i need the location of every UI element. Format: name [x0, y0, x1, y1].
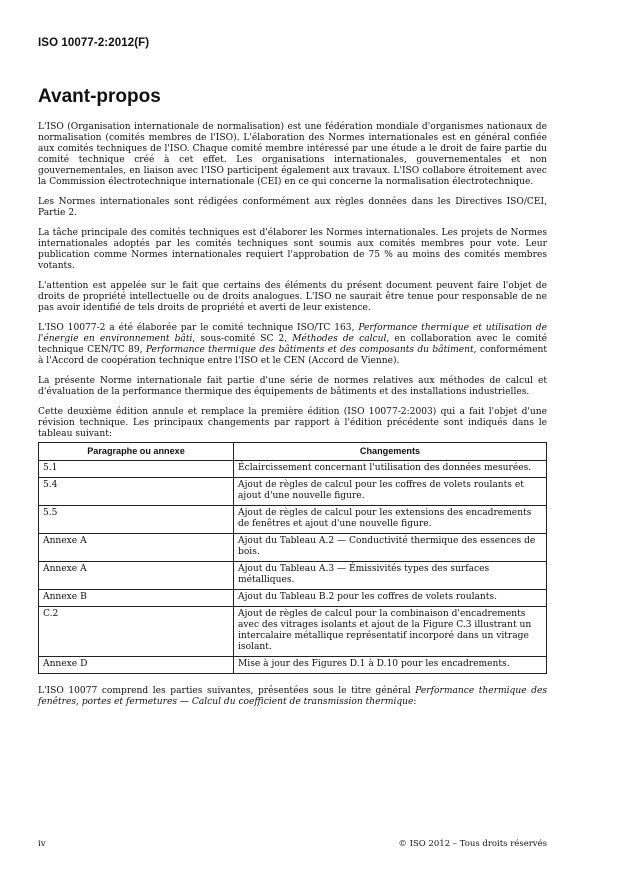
body-text [38, 122, 547, 717]
table-cell-change: Ajout du Tableau A.3 — Émissivités types des surfaces métalliques. [234, 561, 547, 589]
page-number: iv [38, 839, 46, 849]
paragraph-patent-rights: L'attention est appelée sur le fait que certains des éléments du présent document peuvent faire l'objet de droits de propriété intellectuelle ou de droits analogues. L'ISO ne saurait être tenue pour responsable de ne pas avoir identifié de tels droits de propriété et averti de leur existence. [38, 280, 547, 314]
table-cell-clause: Annexe D [39, 656, 234, 673]
table-cell-clause: 5.1 [39, 460, 234, 477]
page-title: Avant-propos [38, 86, 161, 107]
table-cell-clause: Annexe A [39, 533, 234, 561]
column-header-paragraph: Paragraphe ou annexe [39, 442, 234, 460]
table-cell-clause: Annexe B [39, 589, 234, 606]
table-row [39, 589, 547, 606]
table-cell-change: Éclaircissement concernant l'utilisation des données mesurées. [234, 460, 547, 477]
table-cell-clause: C.2 [39, 606, 234, 656]
table-cell-change: Ajout de règles de calcul pour les extensions des encadrements de fenêtres et ajout d'une nouvelle figure. [234, 505, 547, 533]
table-cell-change: Ajout du Tableau B.2 pour les coffres de volets roulants. [234, 589, 547, 606]
copyright-notice: © ISO 2012 – Tous droits réservés [398, 839, 547, 849]
table-row [39, 561, 547, 589]
table-row [39, 477, 547, 505]
paragraph-parts-list: L'ISO 10077 comprend les parties suivantes, présentées sous le titre général Performance thermique des fenêtres, portes et fermetures — Calcul du coefficient de transmission thermique: [38, 685, 547, 707]
table-row [39, 533, 547, 561]
table-cell-change: Ajout du Tableau A.2 — Conductivité thermique des essences de bois. [234, 533, 547, 561]
paragraph-iso-intro: L'ISO (Organisation internationale de normalisation) est une fédération mondiale d'organismes nationaux de normalisation (comités membres de l'ISO). L'élaboration des Normes internationales est en général confiée aux comités techniques de l'ISO. Chaque comité membre intéressé par une étude a le droit de faire partie du comité technique créé à cet effet. Les organisations internationales, gouvernementales et non gouvernementales, en liaison avec l'ISO participent également aux travaux. L'ISO collabore étroitement avec la Commission électrotechnique internationale (CEI) en ce qui concerne la normalisation électrotechnique. [38, 122, 547, 188]
paragraph-technical-committees: La tâche principale des comités techniques est d'élaborer les Normes internationales. Les projets de Normes internationales adoptés par les comités techniques sont soumis aux comités membres pour vote. Leur publication comme Normes internationales requiert l'approbation de 75 % au moins des comités membres votants. [38, 227, 547, 272]
table-cell-change: Mise à jour des Figures D.1 à D.10 pour les encadrements. [234, 656, 547, 673]
document-id: ISO 10077-2:2012(F) [38, 37, 150, 49]
table-cell-clause: Annexe A [39, 561, 234, 589]
table-row [39, 460, 547, 477]
table-row [39, 606, 547, 656]
table-row [39, 656, 547, 673]
changes-table [38, 442, 547, 674]
table-row [39, 505, 547, 533]
paragraph-directives: Les Normes internationales sont rédigées conformément aux règles données dans les Directives ISO/CEI, Partie 2. [38, 197, 547, 219]
table-cell-change: Ajout de règles de calcul pour les coffres de volets roulants et ajout d'une nouvelle figure. [234, 477, 547, 505]
paragraph-edition: Cette deuxième édition annule et remplace la première édition (ISO 10077-2:2003) qui a fait l'objet d'une révision technique. Les principaux changements par rapport à l'édition précédente sont indiqués dans le tableau suivant: [38, 406, 547, 439]
table-cell-clause: 5.5 [39, 505, 234, 533]
paragraph-preparation: L'ISO 10077-2 a été élaborée par le comité technique ISO/TC 163, Performance thermique et utilisation de l'énergie en environnement bâti, sous-comité SC 2, Méthodes de calcul, en collaboration avec le comité technique CEN/TC 89, Performance thermique des bâtiments et des composants du bâtiment, conformément à l'Accord de coopération technique entre l'ISO et le CEN (Accord de Vienne). [38, 322, 548, 367]
column-header-changes: Changements [234, 442, 547, 460]
paragraph-series: La présente Norme internationale fait partie d'une série de normes relatives aux méthodes de calcul et d'évaluation de la performance thermique des équipements de bâtiments et des installations industrielles. [38, 375, 547, 397]
table-cell-clause: 5.4 [39, 477, 234, 505]
table-cell-change: Ajout de règles de calcul pour la combinaison d'encadrements avec des vitrages isolants et ajout de la Figure C.3 illustrant un intercalaire métallique représentatif incorporé dans un vitrage isolant. [234, 606, 547, 656]
table-header-row [39, 442, 547, 460]
